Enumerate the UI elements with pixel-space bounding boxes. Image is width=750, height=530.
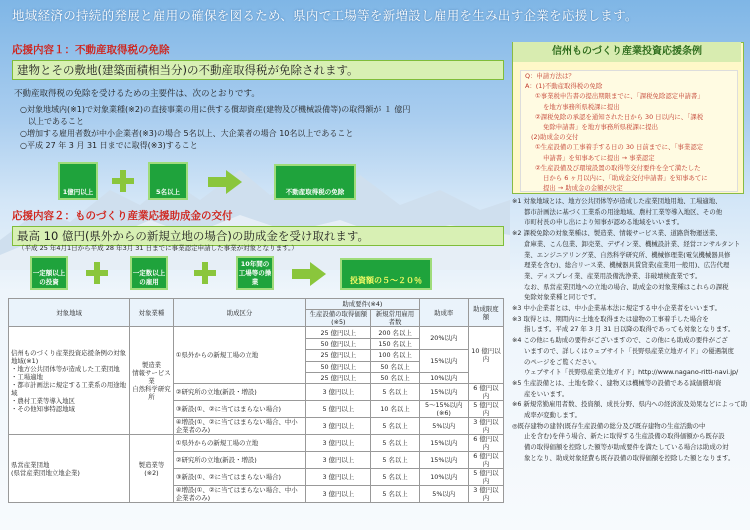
table-header: 新規常用雇用者数 bbox=[371, 310, 419, 327]
table-row: ④増設(①、②に当てはまらない場合、中小企業者のみ) bbox=[173, 486, 306, 503]
table-cell: 10 億円以内 bbox=[468, 327, 503, 384]
table-cell: 15%以内 bbox=[419, 350, 468, 373]
table-cell: 5%以内 bbox=[419, 486, 468, 503]
section1-cond-2: ○増加する雇用者数が中小企業者(※3)の場合 5名以上、大企業者の場合 10名以上であること bbox=[20, 129, 354, 138]
section1-cond-1: ○対象地域内(※1)で対象業種(※2)の直接事業の用に供する償却資産(建物及び機械設備等)の取得額が １ 億円 bbox=[20, 105, 411, 114]
table-cell: 10 名以上 bbox=[371, 401, 419, 418]
industry-cell: 製造業等(※2) bbox=[130, 435, 174, 503]
table-cell: 20%以内 bbox=[419, 327, 468, 350]
table-cell: 5 名以上 bbox=[371, 486, 419, 503]
table-cell: 25 億円以上 bbox=[306, 372, 371, 383]
table-cell: 50 名以上 bbox=[371, 361, 419, 372]
industry-cell: 製造業 情報サービス業 自然科学研究所 bbox=[130, 327, 174, 435]
table-header: 対象業種 bbox=[130, 299, 174, 327]
plus-icon bbox=[194, 262, 216, 284]
table-cell: 100 名以上 bbox=[371, 350, 419, 361]
table-header: 生産設備の取得価額(※5) bbox=[306, 310, 371, 327]
table-cell: 5 億円以内 bbox=[468, 469, 503, 486]
table-cell: 5 名以上 bbox=[371, 384, 419, 401]
section1-title: 応援内容１：不動産取得税の免除 bbox=[12, 44, 170, 56]
table-cell: 10%以内 bbox=[419, 372, 468, 383]
section1-banner: 建物とその敷地(建築面積相当分)の不動産取得税が免除されます。 bbox=[12, 60, 504, 80]
table-cell: 6 億円以内 bbox=[468, 435, 503, 452]
table-cell: 5%以内 bbox=[419, 418, 468, 435]
table-header: 助成率 bbox=[419, 299, 468, 327]
arrow-right-icon bbox=[208, 170, 242, 194]
ordinance-panel-title: 信州ものづくり産業投資応援条例 bbox=[513, 42, 741, 62]
table-cell: 25 億円以上 bbox=[306, 327, 371, 338]
table-cell: 3 億円以上 bbox=[306, 469, 371, 486]
table-cell: 15%以内 bbox=[419, 452, 468, 469]
section2-banner: 最高 10 億円(県外からの新規立地の場合)の助成金を受け取れます。 bbox=[12, 226, 504, 246]
region-cell: 信州ものづくり産業投資応援条例の対象地域(※1) ・地方公共団体等が造成した工業団地 ・工場適地 ・都市計画法に規定する工業系の用途地域 ・農村工業等導入地区 ・その他知事特認地域 bbox=[9, 327, 130, 435]
table-row: ②研究所の立地(新設・増設) bbox=[173, 384, 306, 401]
table-header: 助成区分 bbox=[173, 299, 306, 327]
plus-icon bbox=[112, 170, 134, 192]
table-cell: 5 名以上 bbox=[371, 469, 419, 486]
region-cell: 県営産業団地 (県営産業団地立地企業) bbox=[9, 435, 130, 503]
table-cell: 3 億円以内 bbox=[468, 418, 503, 435]
table-header: 対象地域 bbox=[9, 299, 130, 327]
section2-subtitle: （平成 25 年4月1日から平成 28 年3月 31 日までに事業認定申請した事業が対象となります。） bbox=[18, 244, 298, 252]
table-cell: 6 億円以内 bbox=[468, 452, 503, 469]
table-cell: 5 名以上 bbox=[371, 452, 419, 469]
plus-icon bbox=[86, 262, 108, 284]
table-cell: 5 億円以上 bbox=[306, 401, 371, 418]
table-cell: 3 億円以上 bbox=[306, 418, 371, 435]
flow-employment-icon: 5名以上 bbox=[148, 162, 188, 200]
flow-investment-icon: 一定額以上の投資 bbox=[30, 256, 68, 290]
flow-operation-icon: 10年間の 工場等の操業 bbox=[236, 256, 274, 290]
application-qa: Q：申請方法は？ A：(1)不動産取得税の免除 ①事業税申告書の提出期限までに、「課税免除認定申請書」 を地方事務所県税課に提出 ②課税免除の承認を通知された日から 30 日以内に、「課税 免除申請書」を地方事務所県税課に提出 (2)助成金の交付 ①生産設備の工事着手する日の 30 日前までに、「事業認定 申請書」を知事あてに提出 → 事業認定 ②生産設備及び環境設置の取得等交付要件を全て満たした 日から 6 ヶ月以内に、「助成金交付申請書」を知事あてに 提出 → 助成金の金額が決定 bbox=[520, 70, 738, 192]
table-cell: 5 億円以内 bbox=[468, 401, 503, 418]
subsidy-table bbox=[8, 298, 504, 503]
section1-intro: 不動産取得税の免除を受けるための主要件は、次のとおりです。 bbox=[14, 89, 260, 99]
table-cell: 15%以内 bbox=[419, 435, 468, 452]
table-header: 助成限度額 bbox=[468, 299, 503, 327]
table-row: ④増設(①、②に当てはまらない場合、中小企業者のみ) bbox=[173, 418, 306, 435]
section2-title: 応援内容２：ものづくり産業応援助成金の交付 bbox=[12, 210, 233, 222]
table-cell: 3 億円以内 bbox=[468, 486, 503, 503]
table-cell: 5～15%以内(※6) bbox=[419, 401, 468, 418]
table-cell: 10%以内 bbox=[419, 469, 468, 486]
flow-subsidy-icon: 投資額の５～２０％ bbox=[340, 258, 432, 290]
table-row: ③新設(①、②に当てはまらない場合) bbox=[173, 469, 306, 486]
table-row: ②研究所の立地(新設・増設) bbox=[173, 452, 306, 469]
table-row: ③新設(①、②に当てはまらない場合) bbox=[173, 401, 306, 418]
table-row: ①県外からの新規工場の立地 bbox=[173, 435, 306, 452]
table-cell: 6 億円以内 bbox=[468, 384, 503, 401]
table-cell: 15%以内 bbox=[419, 384, 468, 401]
flow-employment-icon: 一定数以上の雇用 bbox=[130, 256, 168, 290]
table-cell: 3 億円以上 bbox=[306, 452, 371, 469]
table-cell: 200 名以上 bbox=[371, 327, 419, 338]
table-cell: 50 億円以上 bbox=[306, 338, 371, 349]
table-header: 助成要件(※4) bbox=[306, 299, 419, 310]
flow-tax-exemption-icon: 不動産取得税の免除 bbox=[274, 164, 356, 200]
table-cell: 3 億円以上 bbox=[306, 435, 371, 452]
flow-investment-icon: 1億円以上 bbox=[58, 162, 98, 200]
section1-cond-3: ○平成 27 年 3 月 31 日までに取得(※3)すること bbox=[20, 141, 198, 150]
footnotes: ※1 対象地域とは、地方公共団体等が造成した産業団地用地、工場適地、 都市計画法に基づく工業系の用途地域、農村工業等導入地区、その他 市町村長の申し出により知事が認める地域をいいます。 ※2 課税免除の対象業種は、製造業、情報サービス業、道路貨物運送業、 倉庫業、こん包業、卸売業、デザイン業、機械設計業、経営コンサルタント 業、エンジニアリング業、自然科学研究所、機械修理業(電気機械器具修 理業を含む)、総合リース業、機械器具賃貸業(産業用一般用)、広告代理 業、ディスプレイ業、産業用設備洗浄業、非破壊検査業です。 なお、県営産業団地への立地の場合、助成金の対象業種はこれらの課税 免除対象業種と同じです。 ※3 中小企業者とは、中小企業基本法に規定する中小企業者をいいます。 ※3 取得とは、期間内に土地を取得または建物の工事着手した場合を 指します。平成 27 年 3 月 31 日以降の取得であっても対象となります。 ※4 この他にも助成の要件がございますので、この他にも助成の要件がござ いますので、詳しくはウェブサイト「長野県産業立地ガイド」の優遇制度 のページをご覧ください。 ウェブサイト「長野県産業立地ガイド」http://www.nagano-ritti-navi.jp/ ※5 生産設備とは、土地を除く、建物又は機械等の設備である減価償却資 産をいいます。 ※6 新規常勤雇用者数、投資額、成長分野、県内への経済波及効果などによって助 成率が変動します。 ◎既存建物の建替(既存生産設備の総分及び既存建物の生産活動の中 止を含む)を伴う場合、新たに取得する生産設備の取得価額から既存設 備の取得価額を控除した額等が助成要件を満たしている場合は助成の対 象となり、助成対象経費も既存設備の取得価額を控除した額となります。 bbox=[512, 197, 748, 462]
table-cell: 3 億円以上 bbox=[306, 384, 371, 401]
table-cell: 5 名以上 bbox=[371, 435, 419, 452]
table-cell: 5 名以上 bbox=[371, 418, 419, 435]
website-link[interactable]: ウェブサイト「長野県産業立地ガイド」http://www.nagano-ritti-navi.jp/ bbox=[524, 368, 739, 377]
table-cell: 3 億円以上 bbox=[306, 486, 371, 503]
page-headline: 地域経済の持続的発展と雇用の確保を図るため、県内で工場等を新増設し雇用を生み出す企業を応援します。 bbox=[12, 8, 638, 23]
table-cell: 25 億円以上 bbox=[306, 350, 371, 361]
table-cell: 150 名以上 bbox=[371, 338, 419, 349]
table-row: ①県外からの新規工場の立地 bbox=[173, 327, 306, 384]
table-cell: 50 億円以上 bbox=[306, 361, 371, 372]
table-cell: 50 名以上 bbox=[371, 372, 419, 383]
arrow-right-icon bbox=[292, 262, 326, 286]
section1-cond-1b: 以上であること bbox=[28, 117, 84, 126]
